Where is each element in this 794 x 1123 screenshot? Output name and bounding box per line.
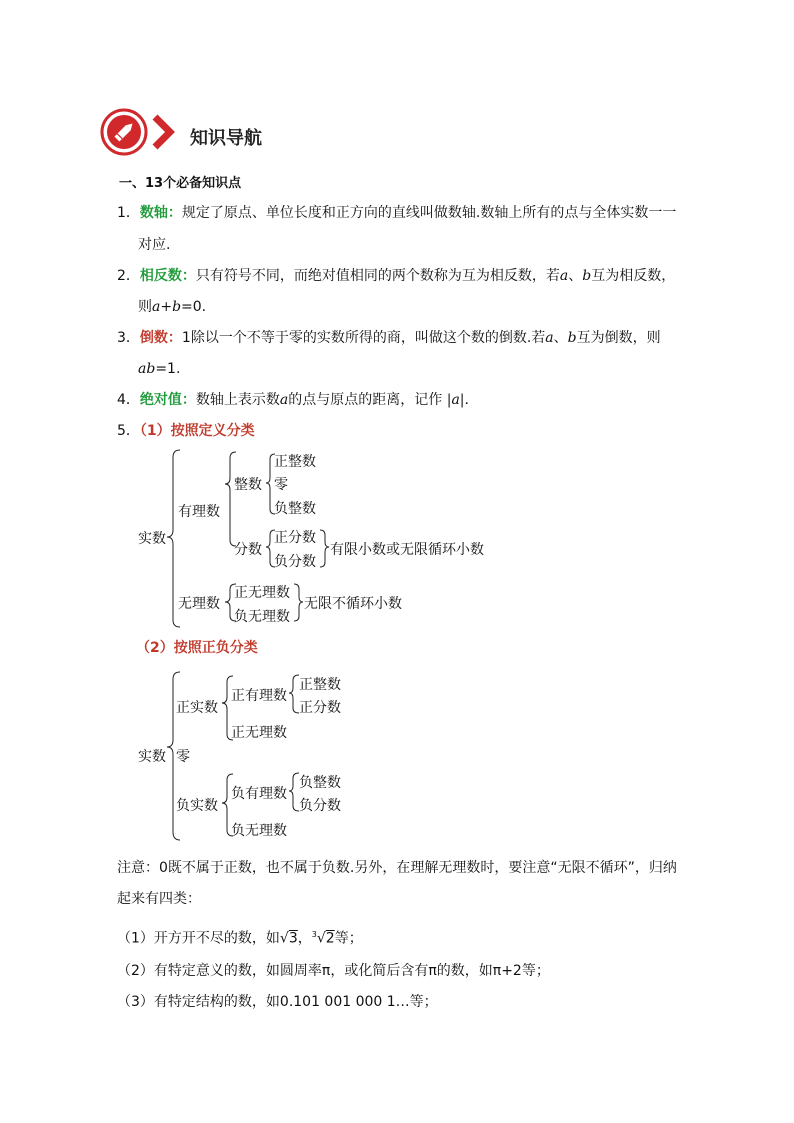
tree1-pos-frac: 正分数 bbox=[274, 530, 316, 546]
pencil-badge-icon bbox=[100, 108, 182, 158]
list-item-cont: 则a+b=0. bbox=[138, 299, 207, 315]
tree2-neg-irr: 负无理数 bbox=[231, 823, 287, 839]
tree1-fraction-desc: 有限小数或无限循环小数 bbox=[330, 542, 484, 558]
term-absolute-value: 绝对值： bbox=[139, 392, 196, 408]
tree2-pos-frac: 正分数 bbox=[299, 700, 341, 716]
note-point-3: （3）有特定结构的数，如0.101 001 000 1…等； bbox=[117, 994, 438, 1010]
tree2-neg-real: 负实数 bbox=[176, 798, 218, 814]
tree1-pos-int: 正整数 bbox=[274, 454, 316, 470]
page-title: 知识导航 bbox=[190, 128, 262, 149]
classification-heading-2: （2）按照正负分类 bbox=[136, 640, 258, 656]
list-item: 5．（1）按照定义分类 bbox=[117, 423, 255, 439]
tree2-neg-rational: 负有理数 bbox=[231, 786, 287, 802]
list-item-cont: ab=1. bbox=[138, 361, 181, 377]
note-line-2: 起来有四类： bbox=[117, 891, 201, 907]
tree1-irrational: 无理数 bbox=[178, 596, 220, 612]
tree1-neg-int: 负整数 bbox=[274, 501, 316, 517]
term-opposite: 相反数： bbox=[139, 268, 196, 284]
tree2-zero: 零 bbox=[176, 749, 190, 765]
cbrt-icon: √ bbox=[316, 930, 326, 947]
tree1-irrational-desc: 无限不循环小数 bbox=[304, 596, 402, 612]
tree2-root: 实数 bbox=[138, 749, 166, 765]
tree2-pos-rational: 正有理数 bbox=[231, 688, 287, 704]
list-item: 3．倒数：1除以一个不等于零的实数所得的商，叫做这个数的倒数.若a、b互为倒数，则 bbox=[117, 330, 661, 346]
tree2-pos-real: 正实数 bbox=[176, 700, 218, 716]
tree1-pos-irr: 正无理数 bbox=[234, 585, 290, 601]
section-title: 一、13个必备知识点 bbox=[119, 176, 242, 191]
note-point-1: （1）开方开不尽的数，如√3，$^3$√2等； bbox=[117, 930, 363, 947]
note-line-1: 注意：0既不属于正数，也不属于负数.另外，在理解无理数时，要注意“无限不循环”，归纳 bbox=[117, 860, 677, 876]
tree1-root: 实数 bbox=[138, 531, 166, 547]
tree2-pos-int: 正整数 bbox=[299, 677, 341, 693]
classification-heading-1: （1）按照定义分类 bbox=[139, 423, 255, 439]
term-number-line: 数轴： bbox=[139, 205, 182, 221]
tree1-zero: 零 bbox=[274, 477, 288, 493]
term-reciprocal: 倒数： bbox=[139, 330, 182, 346]
tree1-integer: 整数 bbox=[234, 477, 262, 493]
tree2-neg-int: 负整数 bbox=[299, 775, 341, 791]
list-item: 1．数轴：规定了原点、单位长度和正方向的直线叫做数轴.数轴上所有的点与全体实数一一 bbox=[117, 205, 677, 221]
list-item: 4．绝对值：数轴上表示数a的点与原点的距离，记作 |a|. bbox=[117, 392, 469, 408]
list-item: 2．相反数：只有符号不同，而绝对值相同的两个数称为互为相反数，若a、b互为相反数， bbox=[117, 268, 676, 284]
list-item-cont: 对应. bbox=[138, 237, 171, 253]
tree1-fraction: 分数 bbox=[234, 542, 262, 558]
tree2-neg-frac: 负分数 bbox=[299, 798, 341, 814]
tree1-neg-frac: 负分数 bbox=[274, 554, 316, 570]
tree1-neg-irr: 负无理数 bbox=[234, 609, 290, 625]
tree2-pos-irr: 正无理数 bbox=[231, 725, 287, 741]
tree1-rational: 有理数 bbox=[178, 504, 220, 520]
note-point-2: （2）有特定意义的数，如圆周率π，或化简后含有π的数，如π+2等； bbox=[117, 963, 550, 979]
sqrt-icon: √ bbox=[279, 930, 289, 947]
